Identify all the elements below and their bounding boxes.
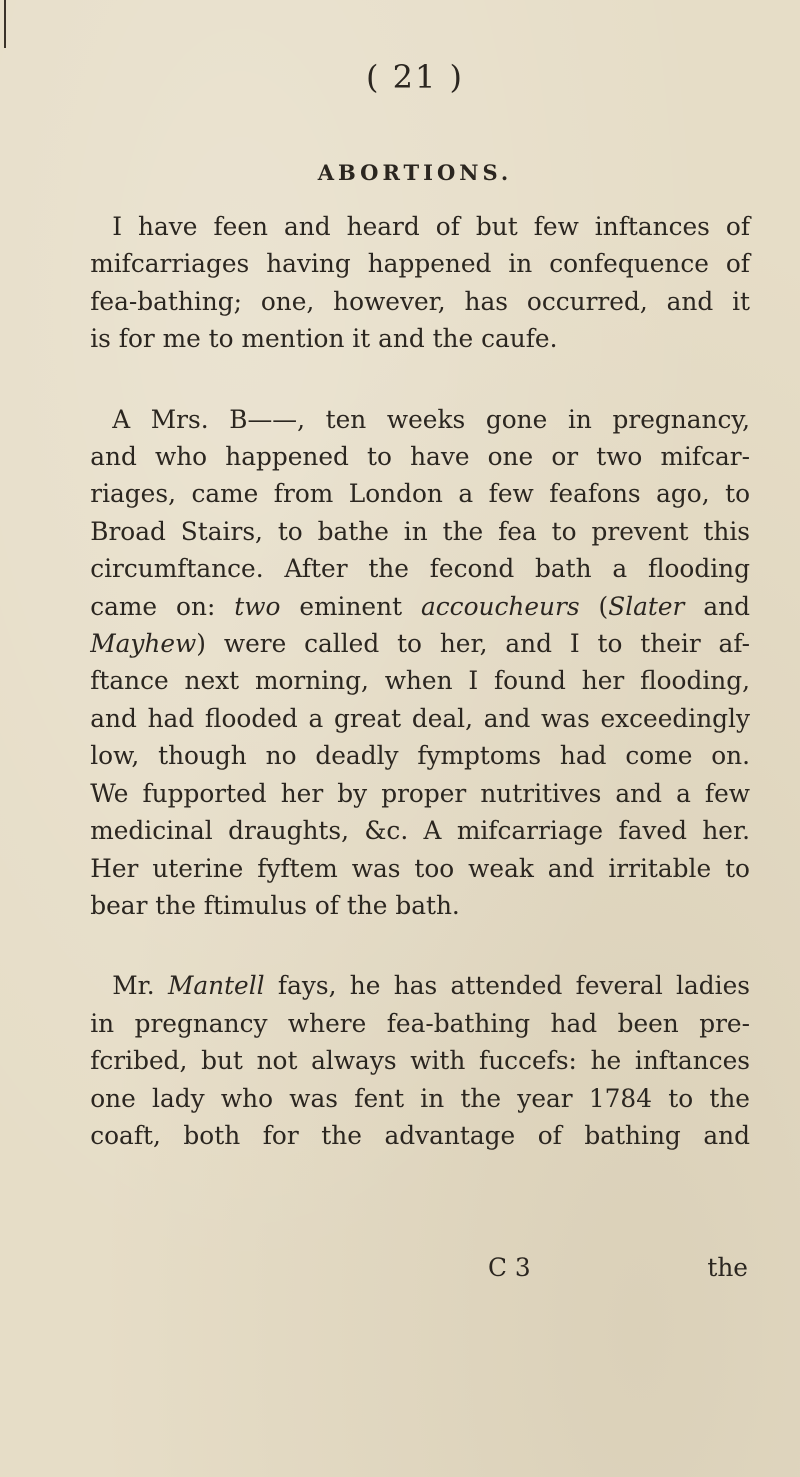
paragraph-2 bbox=[58, 401, 750, 925]
text-line: Her uterine fyftem was too weak and irritable to bbox=[90, 853, 750, 883]
text-line: Mr. Mantell fays, he has attended feveral ladies bbox=[112, 971, 750, 1001]
page-number: ( 21 ) bbox=[365, 58, 465, 96]
paragraph-1 bbox=[58, 208, 750, 358]
text-line: in pregnancy where fea-bathing had been pre- bbox=[90, 1008, 750, 1038]
text-line: Mayhew) were called to her, and I to their af- bbox=[90, 629, 750, 659]
text-line: and who happened to have one or two mifcar- bbox=[90, 442, 750, 472]
text-line: coaft, both for the advantage of bathing and bbox=[90, 1120, 750, 1150]
text-line: Broad Stairs, to bathe in the fea to prevent this bbox=[90, 516, 750, 546]
body-text bbox=[58, 208, 750, 1154]
binding-edge bbox=[4, 0, 6, 48]
paragraph-3 bbox=[58, 967, 750, 1154]
text-line: is for me to mention it and the caufe. bbox=[90, 324, 558, 354]
text-line: came on: two eminent accoucheurs (Slater and bbox=[90, 591, 750, 621]
text-line: fcribed, but not always with fuccefs: he inftances bbox=[90, 1046, 750, 1076]
text-line: fea-bathing; one, however, has occurred, and it bbox=[90, 286, 750, 316]
signature-mark: C 3 bbox=[488, 1253, 531, 1282]
text-line: low, though no deadly fymptoms had come on. bbox=[90, 741, 750, 771]
text-line: I have feen and heard of but few inftances of bbox=[112, 212, 750, 241]
text-line: one lady who was fent in the year 1784 to the bbox=[90, 1083, 750, 1113]
text-line: mifcarriages having happened in confequence of bbox=[90, 249, 750, 279]
text-line: circumftance. After the fecond bath a flooding bbox=[90, 554, 750, 584]
catchword: the bbox=[707, 1253, 748, 1282]
chapter-heading: ABORTIONS. bbox=[317, 160, 513, 185]
text-line: and had flooded a great deal, and was exceedingly bbox=[90, 703, 750, 733]
text-line: riages, came from London a few feafons ago, to bbox=[90, 479, 750, 509]
text-line: A Mrs. B——, ten weeks gone in pregnancy, bbox=[112, 404, 750, 434]
text-line: medicinal draughts, &c. A mifcarriage faved her. bbox=[90, 816, 750, 846]
text-line: ftance next morning, when I found her flooding, bbox=[90, 666, 750, 696]
text-line: We fupported her by proper nutritives and a few bbox=[90, 778, 750, 808]
page-footer bbox=[58, 1253, 750, 1287]
text-line: bear the ftimulus of the bath. bbox=[90, 890, 460, 920]
